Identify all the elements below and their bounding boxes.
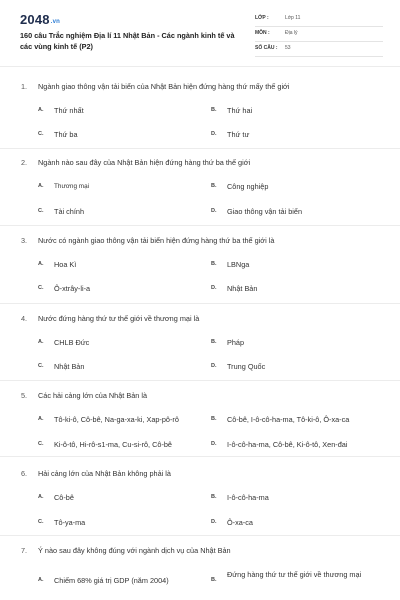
question-divider [0, 303, 400, 304]
meta-key: SỐ CÂU : [255, 45, 278, 51]
option-text: Công nghiệp [227, 182, 269, 191]
option-text: Thứ hai [227, 106, 253, 115]
meta-row-class [255, 12, 383, 27]
document-header [0, 0, 400, 66]
option-letter: A. [38, 107, 44, 113]
option-text: I-ô-cô-ha-ma [227, 493, 269, 502]
option-text: Trung Quốc [227, 362, 266, 371]
option-text: Tô-ki-ô, Cô-bê, Na-ga-xa-ki, Xap-pô-rô [54, 415, 179, 424]
option-letter: A. [38, 577, 44, 583]
option-text: Nhật Bản [54, 362, 85, 371]
meta-row-count [255, 42, 383, 57]
option-letter: B. [211, 183, 217, 189]
question-number: 5. [21, 391, 28, 400]
option-letter: C. [38, 363, 44, 369]
option-letter: C. [38, 131, 44, 137]
question-divider [0, 148, 400, 149]
option-text: Tài chính [54, 207, 85, 216]
option-letter: B. [211, 339, 217, 345]
question-divider [0, 380, 400, 381]
option-letter: D. [211, 363, 217, 369]
option-text: Tô-ya-ma [54, 518, 86, 527]
question-text: Ngành nào sau đây của Nhật Bản hiện đứng hàng thứ ba thế giới [38, 158, 251, 167]
option-letter: C. [38, 519, 44, 525]
meta-value: Địa lý [285, 30, 298, 36]
question-number: 7. [21, 546, 28, 555]
option-text: Giao thông vận tải biển [227, 207, 303, 216]
option-text: Chiếm 68% giá trị GDP (năm 2004) [54, 576, 169, 585]
site-logo[interactable] [20, 12, 60, 27]
meta-key: LỚP : [255, 15, 269, 21]
option-letter: B. [211, 107, 217, 113]
question-divider [0, 535, 400, 536]
option-text: Pháp [227, 338, 245, 347]
option-text: LBNga [227, 260, 250, 269]
question-text: Nước có ngành giao thông vận tải biển hiện đứng hàng thứ ba thế giới là [38, 236, 275, 245]
option-text: CHLB Đức [54, 338, 90, 347]
option-letter: A. [38, 183, 44, 189]
option-letter: D. [211, 131, 217, 137]
option-text: Thứ ba [54, 130, 78, 139]
option-letter: B. [211, 416, 217, 422]
option-text: Cô-bê, I-ô-cô-ha-ma, Tô-ki-ô, Ô-xa-ca [227, 415, 350, 424]
option-text: Ô-xa-ca [227, 518, 253, 527]
question-text: Ngành giao thông vận tải biển của Nhật Bản hiện đứng hàng thứ mấy thế giới [38, 82, 290, 91]
meta-row-subject [255, 27, 383, 42]
document-title: 160 câu Trắc nghiệm Địa lí 11 Nhật Bản - Các ngành kinh tế và các vùng kinh tế (P2) [20, 31, 235, 51]
question-divider [0, 456, 400, 457]
question-number: 3. [21, 236, 28, 245]
question-number: 4. [21, 314, 28, 323]
meta-value: 53 [285, 45, 291, 51]
option-letter: C. [38, 285, 44, 291]
option-letter: C. [38, 208, 44, 214]
logo-suffix: .vn [50, 19, 61, 25]
option-letter: D. [211, 441, 217, 447]
question-text: Hải cảng lớn của Nhật Bản không phải là [38, 469, 171, 478]
option-text: Ô-xtrây-li-a [54, 284, 91, 293]
option-text: Cô-bê [54, 493, 74, 502]
option-text: Thứ nhất [54, 106, 84, 115]
option-letter: B. [211, 494, 217, 500]
question-number: 1. [21, 82, 28, 91]
option-letter: B. [211, 261, 217, 267]
logo-main: 2048 [20, 12, 50, 27]
option-text: Thương mại [54, 183, 90, 190]
question-number: 2. [21, 158, 28, 167]
section-divider [0, 66, 400, 67]
option-text: Đứng hàng thứ tư thế giới về thương mại [227, 570, 362, 579]
document-meta [255, 12, 383, 57]
option-text: I-ô-cô-ha-ma, Cô-bê, Ki-ô-tô, Xen-đai [227, 440, 348, 449]
option-letter: D. [211, 519, 217, 525]
option-letter: D. [211, 208, 217, 214]
option-text: Thứ tư [227, 130, 250, 139]
option-letter: C. [38, 441, 44, 447]
question-number: 6. [21, 469, 28, 478]
option-letter: D. [211, 285, 217, 291]
option-text: Hoa Kì [54, 260, 77, 269]
option-letter: A. [38, 339, 44, 345]
meta-key: MÔN : [255, 30, 270, 36]
question-text: Nước đứng hàng thứ tư thế giới về thương mại là [38, 314, 200, 323]
question-text: Các hải cảng lớn của Nhật Bản là [38, 391, 148, 400]
option-letter: B. [211, 577, 217, 583]
question-text: Ý nào sau đây không đúng với ngành dịch vụ của Nhật Bản [38, 546, 231, 555]
question-divider [0, 225, 400, 226]
option-text: Nhật Bản [227, 284, 258, 293]
option-letter: A. [38, 416, 44, 422]
option-letter: A. [38, 261, 44, 267]
option-letter: A. [38, 494, 44, 500]
meta-value: Lớp 11 [285, 15, 301, 21]
option-text: Ki-ô-tô, Hi-rô-s1-ma, Cu-si-rô, Cô-bê [54, 440, 172, 449]
